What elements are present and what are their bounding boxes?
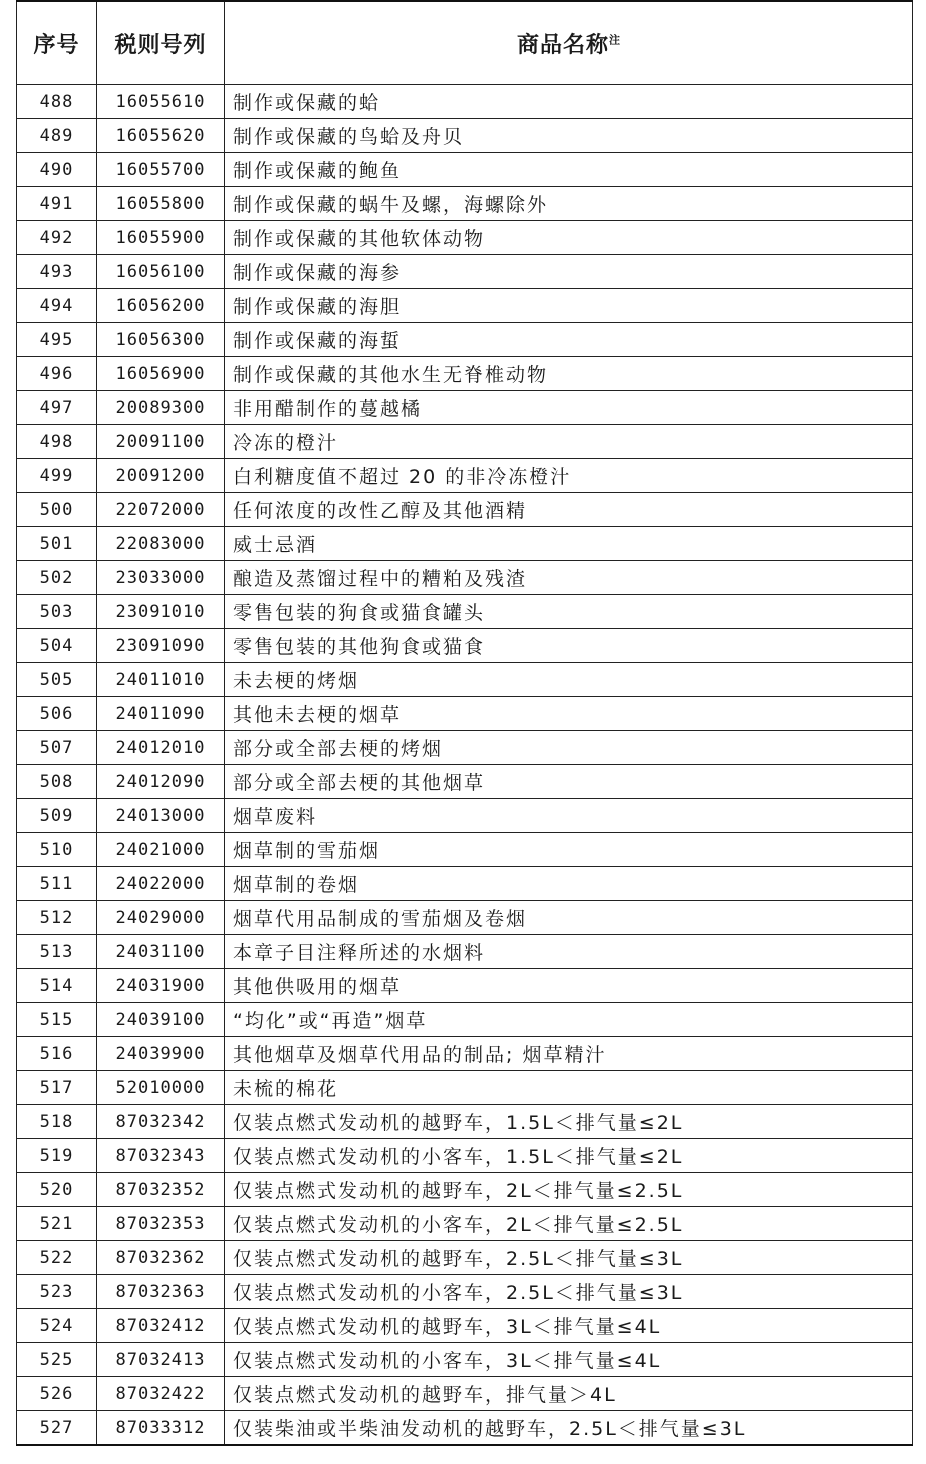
row-name-cell: 仅装点燃式发动机的越野车，3L＜排气量≤4L [225, 1309, 913, 1343]
row-seq-cell: 520 [17, 1173, 97, 1207]
row-seq-cell: 519 [17, 1139, 97, 1173]
row-name-cell: “均化”或“再造”烟草 [225, 1003, 913, 1037]
row-code-cell: 16055620 [97, 119, 225, 153]
table-row [17, 561, 913, 595]
row-code-cell: 16056100 [97, 255, 225, 289]
row-seq-cell: 514 [17, 969, 97, 1003]
table-row [17, 221, 913, 255]
table-row [17, 1207, 913, 1241]
row-code-cell: 20091200 [97, 459, 225, 493]
header-name [225, 1, 913, 85]
table-row [17, 289, 913, 323]
row-name-cell: 零售包装的其他狗食或猫食 [225, 629, 913, 663]
row-name-cell: 制作或保藏的其他软体动物 [225, 221, 913, 255]
table-row [17, 663, 913, 697]
header-name-note: 注 [609, 33, 620, 47]
row-seq-cell: 518 [17, 1105, 97, 1139]
row-name-cell: 未去梗的烤烟 [225, 663, 913, 697]
row-code-cell: 16055900 [97, 221, 225, 255]
header-code: 税则号列 [97, 1, 225, 85]
row-seq-cell: 498 [17, 425, 97, 459]
row-code-cell: 24021000 [97, 833, 225, 867]
row-code-cell: 24039900 [97, 1037, 225, 1071]
row-seq-cell: 488 [17, 85, 97, 119]
row-name-cell: 制作或保藏的海蜇 [225, 323, 913, 357]
row-name-cell: 部分或全部去梗的其他烟草 [225, 765, 913, 799]
table-row [17, 1411, 913, 1446]
row-code-cell: 24012090 [97, 765, 225, 799]
table-row [17, 493, 913, 527]
tariff-table-sheet [16, 0, 912, 1446]
table-row [17, 901, 913, 935]
row-seq-cell: 494 [17, 289, 97, 323]
row-seq-cell: 513 [17, 935, 97, 969]
table-row [17, 153, 913, 187]
row-name-cell: 仅装点燃式发动机的小客车，1.5L＜排气量≤2L [225, 1139, 913, 1173]
row-code-cell: 87032352 [97, 1173, 225, 1207]
table-row [17, 629, 913, 663]
row-name-cell: 部分或全部去梗的烤烟 [225, 731, 913, 765]
row-name-cell: 烟草代用品制成的雪茄烟及卷烟 [225, 901, 913, 935]
row-name-cell: 非用醋制作的蔓越橘 [225, 391, 913, 425]
row-code-cell: 23091010 [97, 595, 225, 629]
row-seq-cell: 500 [17, 493, 97, 527]
row-seq-cell: 493 [17, 255, 97, 289]
row-code-cell: 87032362 [97, 1241, 225, 1275]
row-code-cell: 16056300 [97, 323, 225, 357]
row-code-cell: 87032413 [97, 1343, 225, 1377]
table-row [17, 1241, 913, 1275]
table-row [17, 323, 913, 357]
row-seq-cell: 515 [17, 1003, 97, 1037]
header-seq: 序号 [17, 1, 97, 85]
table-row [17, 1037, 913, 1071]
row-seq-cell: 523 [17, 1275, 97, 1309]
row-code-cell: 87032353 [97, 1207, 225, 1241]
table-row [17, 425, 913, 459]
row-code-cell: 24022000 [97, 867, 225, 901]
row-seq-cell: 507 [17, 731, 97, 765]
row-name-cell: 酿造及蒸馏过程中的糟粕及残渣 [225, 561, 913, 595]
row-name-cell: 仅装点燃式发动机的越野车，2L＜排气量≤2.5L [225, 1173, 913, 1207]
table-row [17, 119, 913, 153]
row-code-cell: 87033312 [97, 1411, 225, 1446]
row-seq-cell: 491 [17, 187, 97, 221]
row-seq-cell: 509 [17, 799, 97, 833]
row-name-cell: 制作或保藏的蜗牛及螺，海螺除外 [225, 187, 913, 221]
row-seq-cell: 489 [17, 119, 97, 153]
table-row [17, 85, 913, 119]
row-seq-cell: 502 [17, 561, 97, 595]
table-row [17, 187, 913, 221]
row-seq-cell: 503 [17, 595, 97, 629]
row-name-cell: 白利糖度值不超过 20 的非冷冻橙汁 [225, 459, 913, 493]
row-code-cell: 24029000 [97, 901, 225, 935]
row-code-cell: 87032422 [97, 1377, 225, 1411]
table-row [17, 935, 913, 969]
table-row [17, 1003, 913, 1037]
row-code-cell: 23033000 [97, 561, 225, 595]
row-name-cell: 制作或保藏的鸟蛤及舟贝 [225, 119, 913, 153]
row-name-cell: 冷冻的橙汁 [225, 425, 913, 459]
row-code-cell: 24039100 [97, 1003, 225, 1037]
row-name-cell: 烟草制的卷烟 [225, 867, 913, 901]
row-seq-cell: 521 [17, 1207, 97, 1241]
table-row [17, 867, 913, 901]
row-name-cell: 其他供吸用的烟草 [225, 969, 913, 1003]
row-seq-cell: 496 [17, 357, 97, 391]
table-row [17, 969, 913, 1003]
row-name-cell: 制作或保藏的鲍鱼 [225, 153, 913, 187]
table-row [17, 527, 913, 561]
table-row [17, 1071, 913, 1105]
table-row [17, 1105, 913, 1139]
row-seq-cell: 516 [17, 1037, 97, 1071]
row-name-cell: 零售包装的狗食或猫食罐头 [225, 595, 913, 629]
table-row [17, 1139, 913, 1173]
table-row [17, 1275, 913, 1309]
row-name-cell: 其他未去梗的烟草 [225, 697, 913, 731]
table-row [17, 731, 913, 765]
table-row [17, 1173, 913, 1207]
table-row [17, 357, 913, 391]
row-code-cell: 24031900 [97, 969, 225, 1003]
row-code-cell: 16055610 [97, 85, 225, 119]
table-row [17, 255, 913, 289]
row-seq-cell: 511 [17, 867, 97, 901]
row-code-cell: 52010000 [97, 1071, 225, 1105]
row-seq-cell: 506 [17, 697, 97, 731]
row-code-cell: 24011010 [97, 663, 225, 697]
row-name-cell: 本章子目注释所述的水烟料 [225, 935, 913, 969]
row-name-cell: 仅装点燃式发动机的越野车，2.5L＜排气量≤3L [225, 1241, 913, 1275]
row-seq-cell: 524 [17, 1309, 97, 1343]
row-code-cell: 23091090 [97, 629, 225, 663]
row-seq-cell: 504 [17, 629, 97, 663]
row-code-cell: 22083000 [97, 527, 225, 561]
row-code-cell: 24031100 [97, 935, 225, 969]
row-name-cell: 制作或保藏的其他水生无脊椎动物 [225, 357, 913, 391]
table-body [17, 85, 913, 1446]
row-seq-cell: 522 [17, 1241, 97, 1275]
row-name-cell: 其他烟草及烟草代用品的制品; 烟草精汁 [225, 1037, 913, 1071]
row-name-cell: 任何浓度的改性乙醇及其他酒精 [225, 493, 913, 527]
row-code-cell: 16056200 [97, 289, 225, 323]
row-code-cell: 87032363 [97, 1275, 225, 1309]
row-code-cell: 16055800 [97, 187, 225, 221]
table-row [17, 697, 913, 731]
header-row [17, 1, 913, 85]
row-seq-cell: 517 [17, 1071, 97, 1105]
row-name-cell: 仅装点燃式发动机的小客车，2L＜排气量≤2.5L [225, 1207, 913, 1241]
row-code-cell: 24012010 [97, 731, 225, 765]
row-name-cell: 制作或保藏的蛤 [225, 85, 913, 119]
row-code-cell: 20089300 [97, 391, 225, 425]
row-seq-cell: 527 [17, 1411, 97, 1446]
row-code-cell: 16056900 [97, 357, 225, 391]
row-code-cell: 24013000 [97, 799, 225, 833]
row-seq-cell: 525 [17, 1343, 97, 1377]
table-row [17, 1309, 913, 1343]
row-code-cell: 87032343 [97, 1139, 225, 1173]
row-seq-cell: 510 [17, 833, 97, 867]
row-name-cell: 仅装点燃式发动机的小客车，2.5L＜排气量≤3L [225, 1275, 913, 1309]
row-seq-cell: 505 [17, 663, 97, 697]
table-row [17, 765, 913, 799]
row-code-cell: 20091100 [97, 425, 225, 459]
row-name-cell: 烟草废料 [225, 799, 913, 833]
row-name-cell: 仅装点燃式发动机的小客车，3L＜排气量≤4L [225, 1343, 913, 1377]
row-seq-cell: 512 [17, 901, 97, 935]
table-row [17, 595, 913, 629]
row-code-cell: 87032342 [97, 1105, 225, 1139]
table-row [17, 1343, 913, 1377]
table-row [17, 833, 913, 867]
row-name-cell: 制作或保藏的海胆 [225, 289, 913, 323]
row-seq-cell: 492 [17, 221, 97, 255]
row-seq-cell: 490 [17, 153, 97, 187]
row-name-cell: 仅装点燃式发动机的越野车，排气量＞4L [225, 1377, 913, 1411]
table-row [17, 391, 913, 425]
row-name-cell: 威士忌酒 [225, 527, 913, 561]
table-row [17, 1377, 913, 1411]
table-row [17, 799, 913, 833]
row-code-cell: 87032412 [97, 1309, 225, 1343]
row-seq-cell: 497 [17, 391, 97, 425]
table-row [17, 459, 913, 493]
row-name-cell: 仅装柴油或半柴油发动机的越野车，2.5L＜排气量≤3L [225, 1411, 913, 1446]
tariff-table [16, 0, 913, 1446]
row-seq-cell: 526 [17, 1377, 97, 1411]
header-name-label: 商品名称 [516, 32, 609, 58]
row-name-cell: 烟草制的雪茄烟 [225, 833, 913, 867]
row-code-cell: 22072000 [97, 493, 225, 527]
row-name-cell: 制作或保藏的海参 [225, 255, 913, 289]
row-seq-cell: 499 [17, 459, 97, 493]
row-name-cell: 仅装点燃式发动机的越野车，1.5L＜排气量≤2L [225, 1105, 913, 1139]
row-seq-cell: 508 [17, 765, 97, 799]
row-seq-cell: 495 [17, 323, 97, 357]
row-code-cell: 24011090 [97, 697, 225, 731]
row-seq-cell: 501 [17, 527, 97, 561]
table-header [17, 1, 913, 85]
row-code-cell: 16055700 [97, 153, 225, 187]
row-name-cell: 未梳的棉花 [225, 1071, 913, 1105]
